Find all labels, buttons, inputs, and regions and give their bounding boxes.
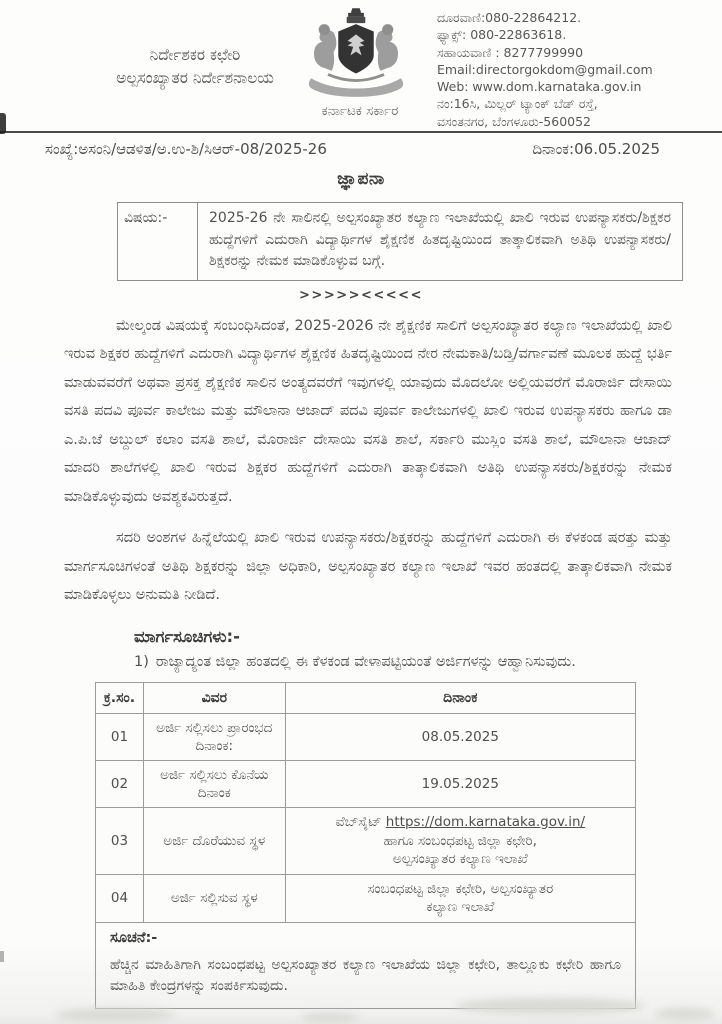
- phone-line: ದೂರವಾಣಿ:080-22864212.: [437, 10, 582, 25]
- value-line: ಕಲ್ಯಾಣ ಇಲಾಖೆ: [426, 899, 495, 915]
- detail-cell: ಅರ್ಜಿ ಸಲ್ಲಿಸುವ ಸ್ಥಳ: [143, 874, 285, 922]
- office-name: [70, 44, 320, 90]
- schedule-table: [95, 682, 636, 1009]
- guideline-item-text: ರಾಜ್ಯಾದ್ಯಂತ ಜಿಲ್ಲಾ ಹಂತದಲ್ಲಿ ಈ ಕೆಳಕಂಡ ವೇಳಾಪಟ್ಟಿಯಂತೆ ಅರ್ಜಿಗಳನ್ನು ಆಹ್ವಾನಿಸುವುದು.: [155, 653, 576, 670]
- serial-cell: 02: [96, 761, 144, 808]
- web-line: Web: www.dom.karnataka.gov.in: [437, 79, 642, 95]
- value-cell: [285, 761, 635, 808]
- scan-smudge: [455, 998, 645, 1014]
- helpline-line: ಸಹಾಯವಾಣಿ : 8277799990: [437, 44, 584, 60]
- col-header-serial: ಕ್ರ.ಸಂ.: [96, 683, 144, 714]
- karnataka-emblem-icon: [300, 6, 412, 104]
- office-line2: ಅಲ್ಪಸಂಖ್ಯಾತರ ನಿರ್ದೇಶನಾಲಯ: [116, 69, 274, 87]
- subject-box: [117, 202, 683, 281]
- address-line1: ನಂ:16ಸಿ, ಮಿಲ್ಲರ್ ಟ್ಯಾಂಕ್ ಬೆಡ್ ರಸ್ತೆ,: [437, 96, 598, 112]
- schedule-row: [96, 761, 636, 808]
- value-line: 08.05.2025: [421, 728, 499, 745]
- fax-line: ಫ್ಯಾಕ್ಸ್: 080-22863618.: [437, 27, 567, 43]
- website-link[interactable]: https://dom.karnataka.gov.in/: [385, 814, 586, 830]
- value-line: ಸಂಬಂಧಪಟ್ಟ ಜಿಲ್ಲಾ ಕಛೇರಿ, ಅಲ್ಪಸಂಖ್ಯಾತರ: [367, 880, 554, 897]
- reference-line: [0, 133, 722, 158]
- value-line: 19.05.2025: [421, 775, 499, 792]
- subject-label: ವಿಷಯ:-: [118, 203, 198, 280]
- scan-smudge: [655, 1008, 715, 1020]
- col-header-date: ದಿನಾಂಕ: [285, 683, 635, 714]
- guidelines-heading: ಮಾರ್ಗಸೂಚಿಗಳು:-: [134, 626, 240, 646]
- body-paragraph-2: ಸದರಿ ಅಂಶಗಳ ಹಿನ್ನೆಲೆಯಲ್ಲಿ ಖಾಲಿ ಇರುವ ಉಪನ್ಯಾಸಕರು/ಶಿಕ್ಷಕರನ್ನು ಹುದ್ದೆಗಳಿಗೆ ಎದುರಾಗಿ ಈ ಕೆಳಕಂಡ ಷರತ್ತು ಮತ್ತು ಮಾರ್ಗಸೂಚಿಗಳಂತೆ ಅತಿಥಿ ಶಿಕ್ಷಕರನ್ನು ಜಿಲ್ಲಾ ಅಧಿಕಾರಿ, ಅಲ್ಪಸಂಖ್ಯಾತರ ಕಲ್ಯಾಣ ಇಲಾಖೆ ಇವರ ಹಂತದಲ್ಲಿ ತಾತ್ಕಾಲಿಕವಾಗಿ ನೇಮಕ ಮಾಡಿಕೊಳ್ಳಲು ಅನುಮತಿ ನೀಡಿದೆ.: [64, 530, 672, 603]
- contact-block: [437, 9, 707, 130]
- col-header-detail: ವಿವರ: [143, 683, 285, 714]
- detail-cell: ಅರ್ಜಿ ಸಲ್ಲಿಸಲು ಪ್ರಾರಂಭದ ದಿನಾಂಕ:: [143, 714, 285, 761]
- schedule-row: [96, 714, 636, 761]
- guideline-item-1: [134, 652, 682, 674]
- document-title: ಜ್ಞಾಪನಾ: [337, 169, 385, 189]
- letterhead: [0, 0, 722, 131]
- letter-date: ದಿನಾಂಕ:06.05.2025: [532, 140, 660, 158]
- address-line2: ವಸಂತನಗರ, ಬೆಂಗಳೂರು-560052: [437, 113, 592, 129]
- guideline-item-number: 1): [134, 653, 149, 670]
- value-line: ಅಲ್ಪಸಂಖ್ಯಾತರ ಕಲ್ಯಾಣ ಇಲಾಖೆ: [392, 851, 528, 867]
- scan-edge-artifact: [0, 113, 6, 134]
- scan-smudge: [300, 1013, 360, 1023]
- body-paragraph-1: ಮೇಲ್ಕಂಡ ವಿಷಯಕ್ಕೆ ಸಂಬಂಧಿಸಿದಂತೆ, 2025-2026 ನೇ ಶೈಕ್ಷಣಿಕ ಸಾಲಿಗೆ ಅಲ್ಪಸಂಖ್ಯಾತರ ಕಲ್ಯಾಣ ಇಲಾಖೆಯಲ್ಲಿ ಖಾಲಿ ಇರುವ ಶಿಕ್ಷಕರ ಹುದ್ದೆಗಳಿಗೆ ಎದುರಾಗಿ ವಿದ್ಯಾರ್ಥಿಗಳ ಶೈಕ್ಷಣಿಕ ಹಿತದೃಷ್ಟಿಯಿಂದ ನೇರ ನೇಮಕಾತಿ/ಬಡ್ತಿ/ವರ್ಗಾವಣೆ ಮೂಲಕ ಹುದ್ದೆ ಭರ್ತಿ ಮಾಡುವವರೆಗೆ ಅಥವಾ ಪ್ರಸಕ್ತ ಶೈಕ್ಷಣಿಕ ಸಾಲಿನ ಅಂತ್ಯದವರೆಗೆ ಇವುಗಳಲ್ಲಿ ಯಾವುದು ಮೊದಲೋ ಅಲ್ಲಿಯವರೆಗೆ ಮೊರಾರ್ಜಿ ದೇಸಾಯಿ ವಸತಿ ಪದವಿ ಪೂರ್ವ ಕಾಲೇಜು ಮತ್ತು ಮೌಲಾನಾ ಆಜಾದ್ ಪದವಿ ಪೂರ್ವ ಕಾಲೇಜುಗಳಲ್ಲಿ ಖಾಲಿ ಇರುವ ಉಪನ್ಯಾಸಕರು ಹಾಗೂ ಡಾ ಎ.ಪಿ.ಜೆ ಅಬ್ದುಲ್ ಕಲಾಂ ವಸತಿ ಶಾಲೆ, ಮೊರಾರ್ಜಿ ದೇಸಾಯಿ ವಸತಿ ಶಾಲೆ, ಸರ್ಕಾರಿ ಮುಸ್ಲಿಂ ವಸತಿ ಶಾಲೆ, ಮೌಲಾನಾ ಆಜಾದ್ ಮಾದರಿ ಶಾಲೆಗಳಲ್ಲಿ ಖಾಲಿ ಇರುವ ಶಿಕ್ಷಕರ ಹುದ್ದೆಗಳಿಗೆ ಎದುರಾಗಿ ತಾತ್ಕಾಲಿಕವಾಗಿ ಅತಿಥಿ ಉಪನ್ಯಾಸಕರು/ಶಿಕ್ಷಕರನ್ನು ನೇಮಕ ಮಾಡಿಕೊಳ್ಳುವುದು ಅವಶ್ಯಕವಿರುತ್ತದೆ.: [64, 317, 672, 505]
- value-line: ಹಾಗೂ ಸಂಬಂಧಪಟ್ಟ ಜಿಲ್ಲಾ ಕಛೇರಿ,: [383, 832, 537, 849]
- serial-cell: 04: [96, 874, 144, 922]
- table-header-row: [96, 683, 636, 714]
- note-row: [96, 922, 636, 1008]
- note-label: ಸೂಚನೆ:-: [110, 929, 158, 946]
- scan-smudge: [55, 1008, 175, 1022]
- value-cell: [285, 714, 635, 761]
- government-title: ಕರ್ನಾಟಕ ಸರ್ಕಾರ: [321, 103, 399, 119]
- schedule-row: [96, 874, 636, 922]
- detail-cell: ಅರ್ಜಿ ಸಲ್ಲಿಸಲು ಕೊನೆಯ ದಿನಾಂಕ: [143, 761, 285, 808]
- value-line: [294, 813, 627, 832]
- note-cell: [96, 922, 636, 1008]
- serial-cell: 01: [96, 714, 144, 761]
- website-prefix: ವೆಬ್‌ಸೈಟ್: [335, 814, 386, 830]
- serial-cell: 03: [96, 808, 144, 875]
- scan-edge-artifact: [0, 951, 4, 962]
- office-line1: ನಿರ್ದೇಶಕರ ಕಛೇರಿ: [149, 46, 241, 64]
- subject-separator: >>>>><<<<<: [299, 287, 423, 303]
- reference-number: ಸಂಖ್ಯೆ:ಅಸಂನಿ/ಆಡಳಿತ/ಅ.ಉ-ಶಿ/ಸಿಆರ್-08/2025-26: [45, 140, 327, 158]
- subject-text: 2025-26 ನೇ ಸಾಲಿನಲ್ಲಿ ಅಲ್ಪಸಂಖ್ಯಾತರ ಕಲ್ಯಾಣ ಇಲಾಖೆಯಲ್ಲಿ ಖಾಲಿ ಇರುವ ಉಪನ್ಯಾಸಕರು/ಶಿಕ್ಷಕರ ಹುದ್ದೆಗಳಿಗೆ ಎದುರಾಗಿ ವಿದ್ಯಾರ್ಥಿಗಳ ಶೈಕ್ಷಣಿಕ ಹಿತದೃಷ್ಟಿಯಿಂದ ತಾತ್ಕಾಲಿಕವಾಗಿ ಅತಿಥಿ ಉಪನ್ಯಾಸಕರು/ಶಿಕ್ಷಕರನ್ನು ನೇಮಕ ಮಾಡಿಕೊಳ್ಳುವ ಬಗ್ಗೆ.: [209, 210, 671, 269]
- schedule-row: [96, 808, 636, 875]
- note-text: ಹೆಚ್ಚಿನ ಮಾಹಿತಿಗಾಗಿ ಸಂಬಂಧಪಟ್ಟ ಅಲ್ಪಸಂಖ್ಯಾತರ ಕಲ್ಯಾಣ ಇಲಾಖೆಯ ಜಿಲ್ಲಾ ಕಛೇರಿ, ತಾಲ್ಲೂಕು ಕಛೇರಿ ಹಾಗೂ ಮಾಹಿತಿ ಕೇಂದ್ರಗಳನ್ನು ಸಂಪರ್ಕಿಸುವುದು.: [110, 956, 621, 994]
- detail-cell: ಅರ್ಜಿ ದೊರೆಯುವ ಸ್ಥಳ: [143, 808, 285, 875]
- value-cell: [285, 808, 635, 875]
- value-cell: [285, 874, 635, 922]
- email-line: Email:directorgokdom@gmail.com: [437, 61, 653, 77]
